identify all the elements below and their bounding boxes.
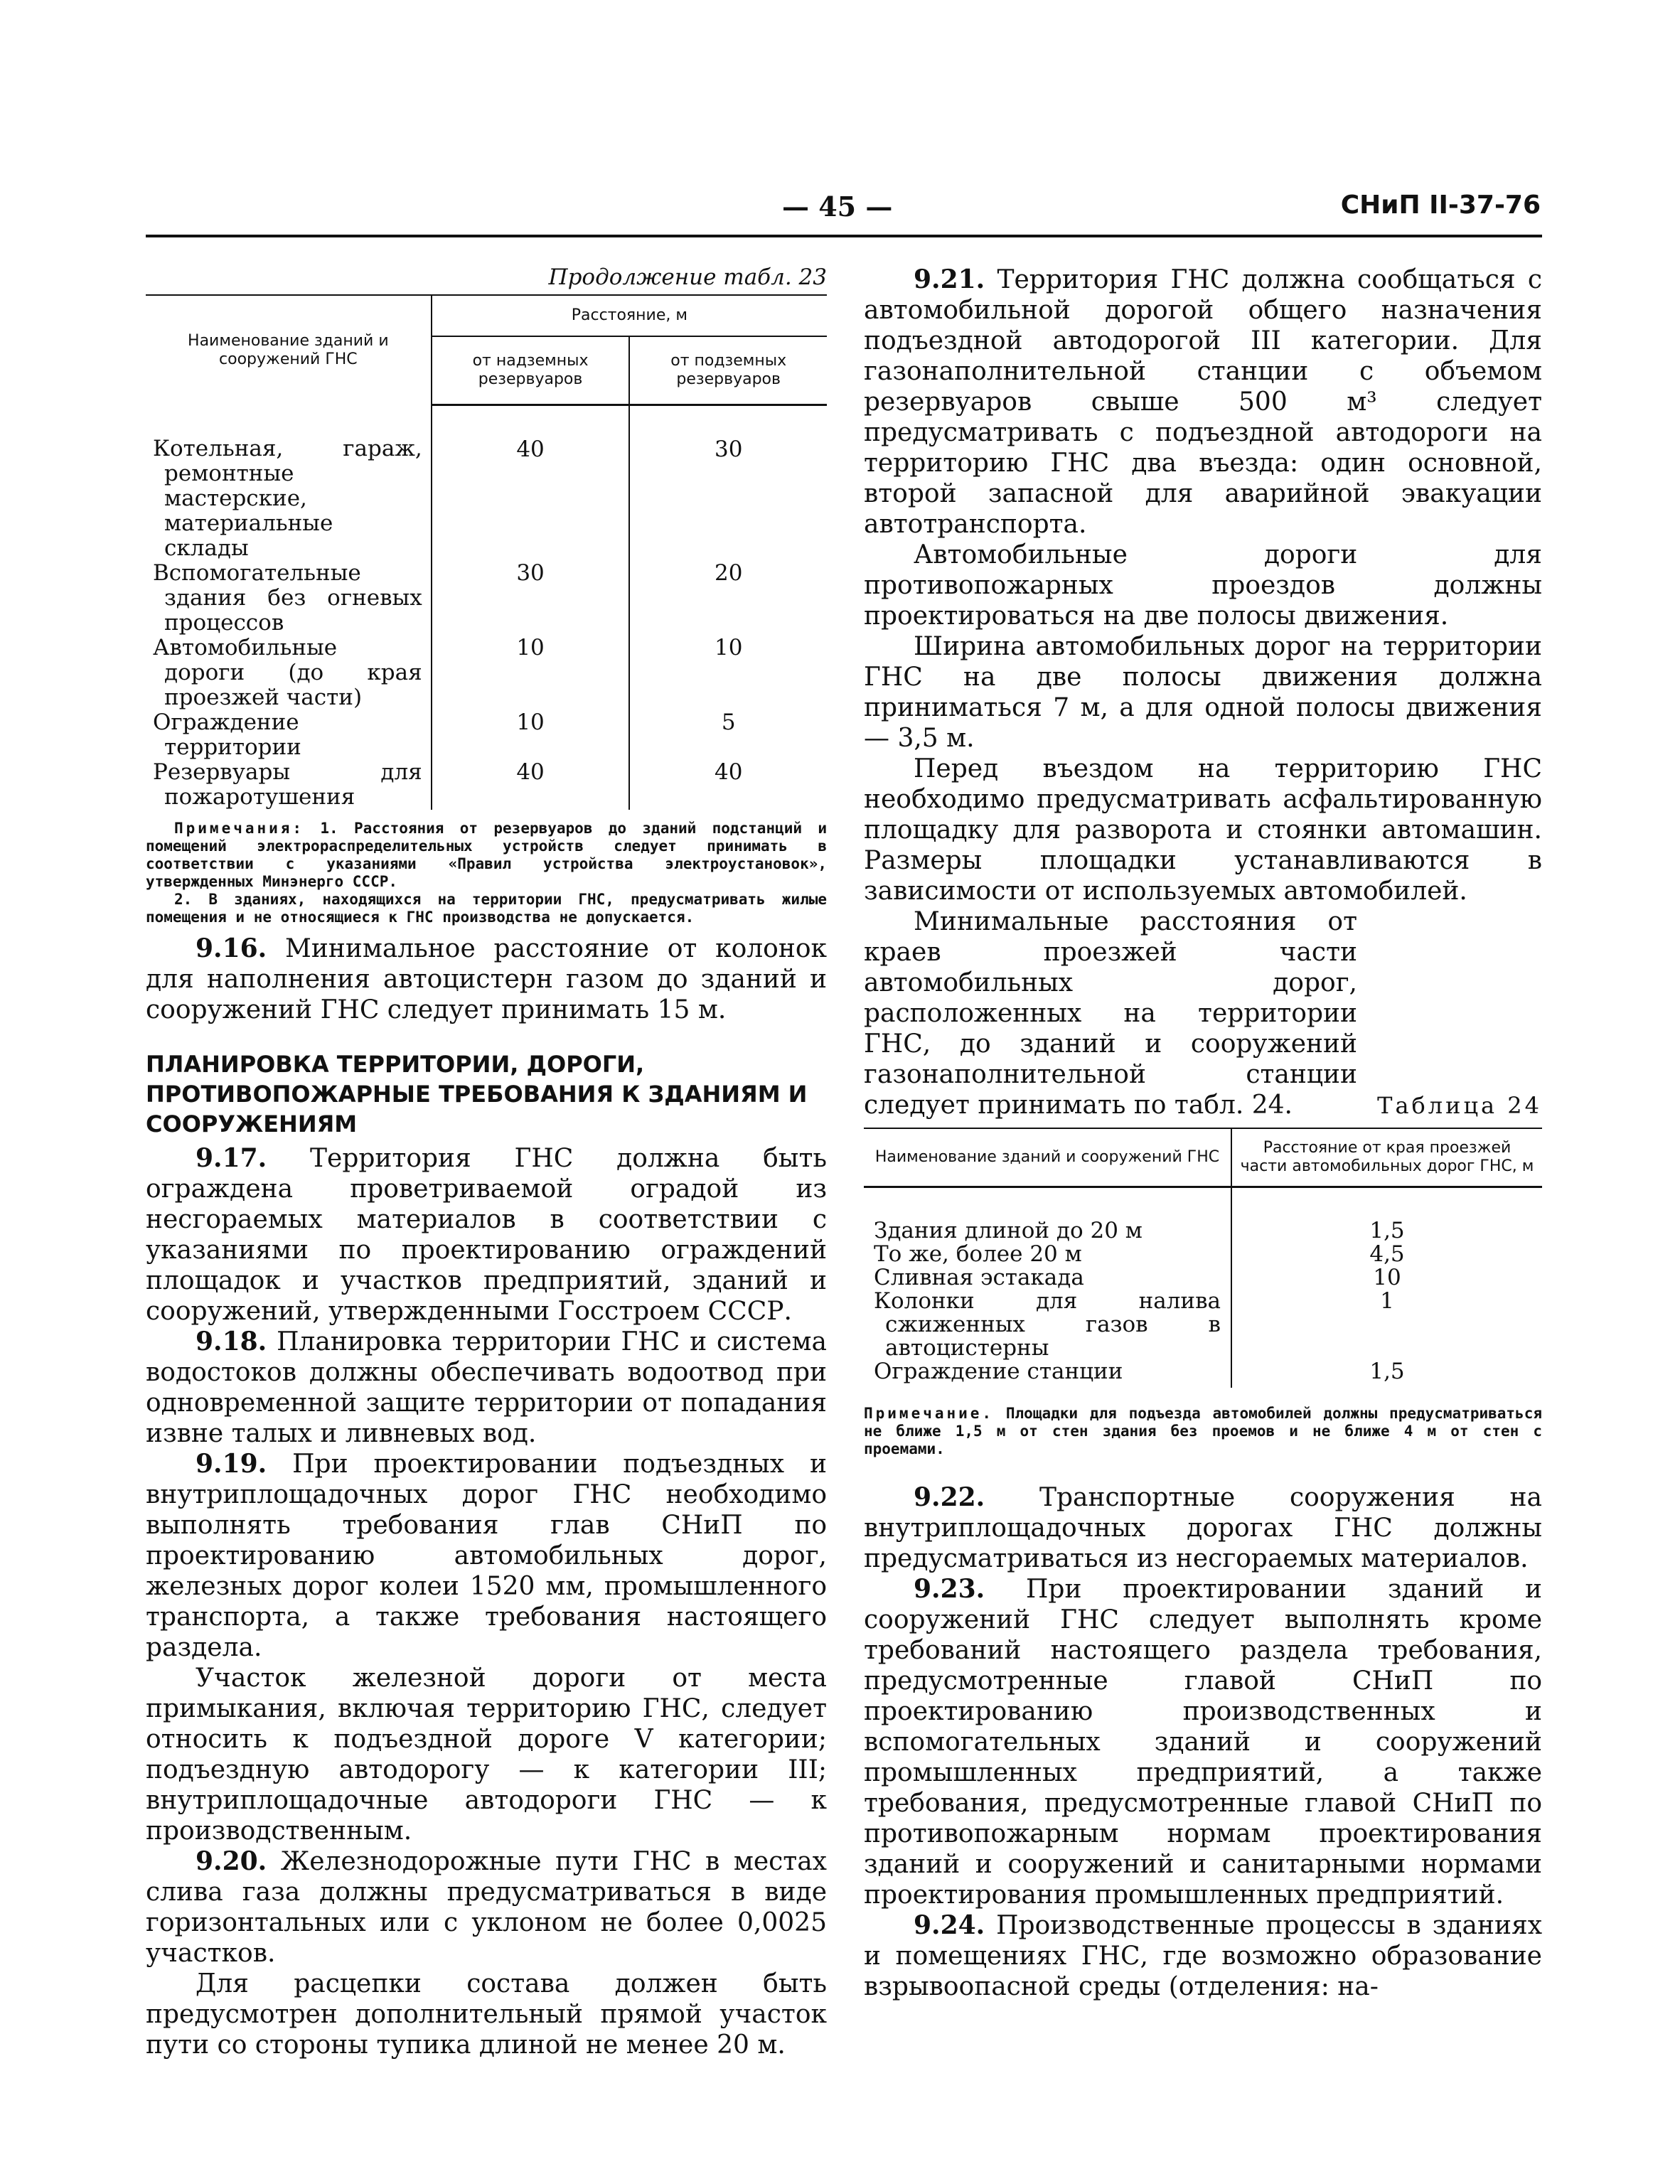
paragraph-9-21-c: Ширина автомобильных дорог на территории ГНС на две полосы движения должна приниматься 7 м, а для одной полосы движения — 3,5 м.	[864, 632, 1542, 753]
clause-number: 9.21.	[914, 264, 985, 294]
paragraph-9-19	[146, 1449, 827, 1663]
paragraph-9-16	[146, 933, 827, 1025]
clause-number: 9.19.	[196, 1448, 267, 1479]
table-row	[864, 1290, 1542, 1360]
paragraph-text: Территория ГНС должна сообщаться с автомобильной дорогой общего назначения подъездной автодорогой III категории. Для газонаполнительной станции с объемом резервуаров свыше 500 м³ следует предусматривать с подъездной автодороги на территорию ГНС два въезда: один основной, второй запасной для аварийной эвакуации автотранспорта.	[864, 265, 1542, 539]
clause-number: 9.20.	[196, 1846, 267, 1876]
clause-number: 9.18.	[196, 1326, 267, 1356]
paragraph-9-21-e: Минимальные расстояния от краев проезжей части автомобильных дорог, расположенных на территории ГНС, до зданий и сооружений газонаполнительной станции следует принимать по табл. 24.	[864, 907, 1357, 1120]
paragraph-text: При проектировании зданий и сооружений ГНС следует выполнять кроме требований настоящего раздела требования, предусмотренные главой СНиП по проектированию производственных и вспомогательных зданий и сооружений промышленных предприятий, а также требования, предусмотренные главой СНиП по противопожарным нормам проектирования зданий и сооружений и санитарными нормами проектирования промышленных предприятий.	[864, 1575, 1542, 1910]
paragraph-text: Железнодорожные пути ГНС в местах слива газа должны предусматриваться в виде горизонтальных или с уклоном не более 0,0025 участков.	[146, 1846, 827, 1968]
t23-row-above: 10	[432, 636, 630, 710]
table-23	[146, 294, 827, 810]
t23-row-name: Ограждение территории	[146, 710, 432, 760]
t23-row-below: 20	[714, 560, 743, 586]
table23-notes	[146, 820, 827, 926]
clause-number: 9.23.	[914, 1574, 985, 1604]
t23-row-below: 30	[714, 437, 743, 462]
paragraph-9-21-b: Автомобильные дороги для противопожарных проездов должны проектироваться на две полосы движения.	[864, 540, 1542, 631]
paragraph-9-20	[146, 1846, 827, 1969]
t24-header-name: Наименование зданий и сооружений ГНС	[864, 1128, 1231, 1187]
t24-row-name: Колонки для налива сжиженных газов в автоцистерны	[864, 1290, 1231, 1360]
clause-number: 9.17.	[196, 1142, 267, 1173]
table23-continuation: Продолжение табл. 23	[548, 264, 827, 290]
table-row	[864, 1243, 1542, 1266]
t23-row-above: 30	[432, 561, 630, 636]
table-24	[864, 1128, 1542, 1388]
t23-row-above: 40	[432, 405, 630, 561]
paragraph-text: При проектировании подъездных и внутриплощадочных дорог ГНС необходимо выполнять требования глав СНиП по проектированию автомобильных дорог, железных дорог колеи 1520 мм, промышленного транспорта, а также требования настоящего раздела.	[146, 1449, 827, 1662]
t24-row-name: Сливная эстакада	[864, 1266, 1231, 1290]
t24-row-value: 4,5	[1369, 1241, 1405, 1267]
paragraph-9-20-b: Для расцепки состава должен быть предусмотрен дополнительный прямой участок пути со стороны тупика длиной не менее 20 м.	[146, 1969, 827, 2060]
note-2: 2. В зданиях, находящихся на территории ГНС, предусматривать жилые помещения и не относящиеся к ГНС производства не допускается.	[146, 890, 827, 926]
table24-label: Таблица 24	[1377, 1092, 1542, 1119]
paragraph-9-21	[864, 264, 1542, 540]
table-row	[864, 1187, 1542, 1243]
document-id: СНиП II-37-76	[1340, 191, 1541, 220]
t23-row-name: Котельная, гараж, ремонтные мастерские, материальные склады	[146, 405, 432, 561]
paragraph-9-24	[864, 1910, 1542, 2002]
note-text: Площадки для подъезда автомобилей должны предусматриваться не ближе 1,5 м от стен здания без проемов и не ближе 4 м от стен с проемами.	[864, 1405, 1542, 1457]
t24-row-name: Ограждение станции	[864, 1360, 1231, 1388]
page-number: — 45 —	[782, 191, 893, 223]
left-column	[146, 264, 827, 2060]
table24-note	[864, 1405, 1542, 1458]
t23-header-name: Наименование зданий и сооружений ГНС	[146, 295, 432, 405]
table-row	[864, 1266, 1542, 1290]
table-row	[146, 561, 827, 636]
paragraph-9-23	[864, 1574, 1542, 1910]
notes-label: Примечания:	[174, 819, 305, 837]
right-column	[864, 264, 1542, 2002]
header-rule	[146, 235, 1542, 237]
paragraph-text: Минимальное расстояние от колонок для наполнения автоцистерн газом до зданий и сооружений ГНС следует принимать 15 м.	[146, 933, 827, 1024]
t23-row-below: 10	[714, 634, 743, 660]
paragraph-9-17	[146, 1143, 827, 1327]
paragraph-9-18	[146, 1327, 827, 1449]
paragraph-9-19-b: Участок железной дороги от места примыкания, включая территорию ГНС, следует относить к подъездной дороге V категории; подъездную автодорогу — к категории III; внутриплощадочные автодороги ГНС — к производственным.	[146, 1663, 827, 1846]
t24-row-value: 10	[1373, 1265, 1401, 1290]
t23-header-distance: Расстояние, м	[432, 295, 827, 336]
clause-number: 9.16.	[196, 933, 267, 963]
table-row	[146, 760, 827, 810]
paragraph-text: Транспортные сооружения на внутриплощадочных дорогах ГНС должны предусматриваться из несгораемых материалов.	[864, 1483, 1542, 1573]
t23-row-below: 5	[721, 709, 736, 735]
paragraph-text: Планировка территории ГНС и система водостоков должны обеспечивать водоотвод при одновременной защите территории от попадания извне талых и ливневых вод.	[146, 1327, 827, 1448]
t24-row-value: 1	[1380, 1288, 1394, 1314]
note-label: Примечание.	[864, 1405, 995, 1422]
paragraph-9-22	[864, 1482, 1542, 1574]
clause-number: 9.24.	[914, 1910, 985, 1940]
t23-row-below: 40	[714, 759, 743, 785]
section-heading: ПЛАНИРОВКА ТЕРРИТОРИИ, ДОРОГИ, ПРОТИВОПОЖАРНЫЕ ТРЕБОВАНИЯ К ЗДАНИЯМ И СООРУЖЕНИЯМ	[146, 1050, 808, 1138]
note-1: 1. Расстояния от резервуаров до зданий подстанций и помещений электрораспределительных устройств следует принимать в соответствии с указаниями «Правил устройства электроустановок», утвержденных Минэнерго СССР.	[146, 819, 827, 890]
table-row	[146, 710, 827, 760]
t23-row-name: Автомобильные дороги (до края проезжей части)	[146, 636, 432, 710]
t23-row-above: 10	[432, 710, 630, 760]
paragraph-text: Территория ГНС должна быть ограждена проветриваемой оградой из несгораемых материалов в соответствии с указаниями по проектированию ограждений площадок и участков предприятий, зданий и сооружений, утвержденными Госстроем СССР.	[146, 1143, 827, 1326]
t24-row-value: 1,5	[1369, 1359, 1405, 1384]
table-row	[146, 636, 827, 710]
t24-row-name: То же, более 20 м	[864, 1243, 1231, 1266]
clause-number: 9.22.	[914, 1482, 985, 1512]
paragraph-9-21-d: Перед въездом на территорию ГНС необходимо предусматривать асфальтированную площадку для разворота и стоянки автомашин. Размеры площадки устанавливаются в зависимости от используемых автомобилей.	[864, 754, 1542, 906]
t23-header-above: от надземных резервуаров	[432, 336, 630, 405]
t24-row-name: Здания длиной до 20 м	[864, 1187, 1231, 1243]
t23-row-name: Резервуары для пожаротушения	[146, 760, 432, 810]
t24-row-value: 1,5	[1369, 1218, 1405, 1243]
t24-header-distance: Расстояние от края проезжей части автомобильных дорог ГНС, м	[1231, 1128, 1542, 1187]
table-row	[146, 405, 827, 561]
table-row	[864, 1360, 1542, 1388]
t23-header-below: от подземных резервуаров	[629, 336, 827, 405]
t23-row-name: Вспомогательные здания без огневых процессов	[146, 561, 432, 636]
paragraph-text: Производственные процессы в зданиях и помещениях ГНС, где возможно образование взрывоопасной среды (отделения: на-	[864, 1911, 1542, 2001]
t23-row-above: 40	[432, 760, 630, 810]
